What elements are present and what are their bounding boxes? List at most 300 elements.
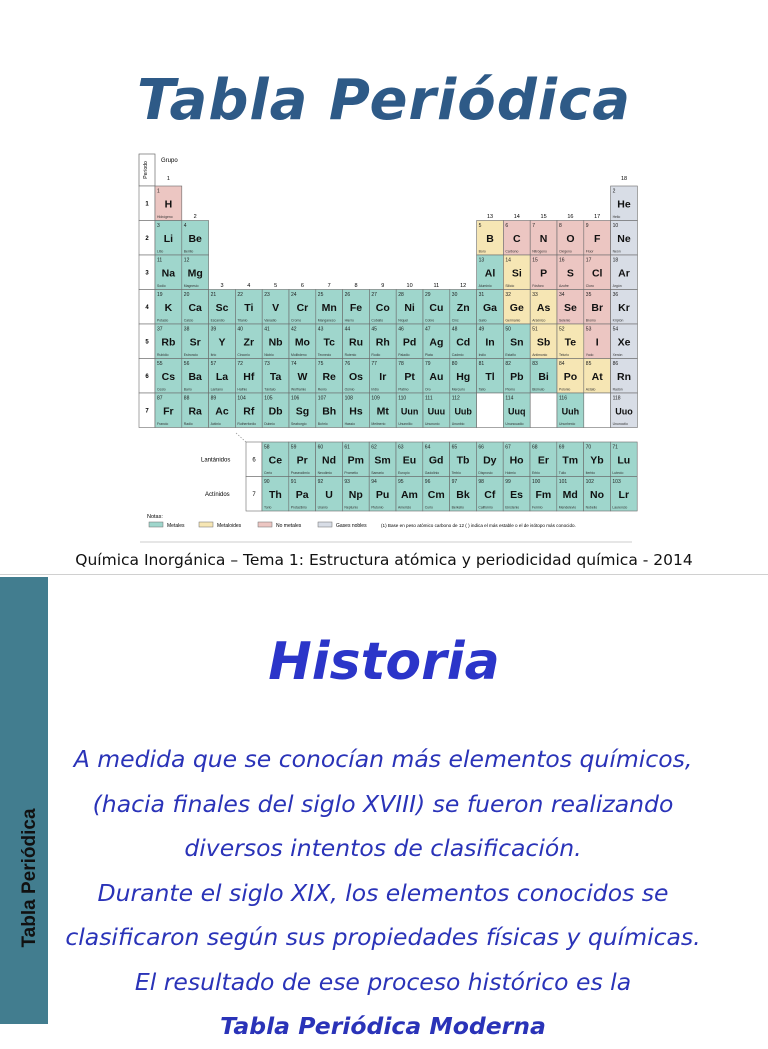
element-name: Sodio — [157, 284, 166, 288]
atomic-number: 71 — [612, 444, 618, 451]
element-name: Cesio — [157, 387, 166, 392]
element-symbol: No — [590, 488, 604, 501]
element-name: Hassio — [344, 422, 355, 426]
atomic-number: 72 — [237, 361, 243, 367]
element-name: Fermio — [532, 505, 543, 510]
group-number: 13 — [486, 214, 494, 220]
element-symbol: Es — [510, 488, 524, 501]
element-name: Praseodimio — [290, 471, 310, 475]
element-name: Oxígeno — [559, 249, 572, 254]
atomic-number: 64 — [424, 444, 431, 451]
element-name: Calcio — [183, 318, 194, 323]
element-symbol: B — [486, 232, 494, 245]
group-number: 15 — [540, 214, 547, 220]
atomic-number: 88 — [183, 395, 190, 402]
element-name: Estaño — [505, 353, 516, 357]
atomic-number: 17 — [585, 257, 592, 264]
atomic-number: 70 — [585, 444, 592, 451]
element-name: Lantano — [210, 387, 223, 392]
element-symbol: Ne — [617, 232, 631, 245]
group-number: 17 — [594, 214, 601, 220]
element-name: Neodimio — [317, 471, 332, 475]
atomic-number: 116 — [559, 395, 567, 402]
element-symbol: Fr — [163, 405, 174, 418]
atomic-number: 19 — [157, 292, 163, 298]
element-name: Berilio — [183, 249, 194, 254]
element-name: Azufre — [559, 284, 569, 288]
element-symbol: Th — [268, 488, 282, 501]
atomic-number: 89 — [210, 395, 217, 402]
element-name: Radón — [612, 387, 623, 392]
element-symbol: Ti — [244, 301, 254, 314]
element-name: Ununhexio — [559, 422, 576, 426]
atomic-number: 28 — [398, 292, 404, 298]
atomic-number: 35 — [585, 292, 592, 298]
element-name: Uranio — [317, 505, 328, 510]
atomic-number: 24 — [291, 292, 297, 298]
element-symbol: N — [539, 232, 548, 245]
atomic-number: 85 — [585, 361, 592, 367]
element-symbol: Pt — [404, 370, 415, 383]
actinides-label: Actínidos — [205, 491, 230, 498]
element-name: Europio — [398, 471, 410, 475]
element-name: Tecnecio — [317, 353, 332, 357]
atomic-number: 43 — [317, 326, 324, 333]
element-symbol: Pm — [347, 454, 364, 467]
atomic-number: 74 — [291, 361, 297, 367]
element-symbol: Cl — [591, 267, 603, 280]
atomic-number: 14 — [505, 257, 511, 264]
element-symbol: Nb — [268, 336, 283, 349]
element-symbol: U — [325, 488, 333, 501]
element-symbol: Uub — [454, 406, 472, 417]
paragraph-line: Durante el siglo XIX, los elementos conocidos se — [97, 878, 669, 907]
element-name: Ununcuadio — [505, 422, 524, 426]
element-symbol: Sr — [189, 336, 201, 349]
element-symbol: Rn — [617, 370, 631, 383]
element-symbol: Mn — [321, 301, 337, 314]
group-number: 9 — [381, 283, 385, 289]
period-number: 5 — [145, 339, 149, 346]
lanthanides-label: Lantánidos — [201, 457, 231, 464]
element-symbol: Pb — [510, 370, 524, 383]
group-number: 18 — [620, 176, 628, 182]
element-name: Unununio — [425, 422, 440, 426]
element-symbol: I — [595, 336, 599, 349]
element-symbol: O — [566, 232, 575, 245]
legend-swatch — [149, 522, 163, 527]
element-symbol: Os — [348, 370, 364, 383]
element-name: Protactinio — [290, 505, 307, 510]
group-number: 3 — [220, 283, 224, 289]
element-symbol: Am — [400, 488, 418, 501]
element-name: Boro — [478, 249, 486, 254]
period-number: 7 — [145, 408, 149, 415]
atomic-number: 4 — [183, 223, 187, 229]
element-symbol: La — [215, 370, 229, 383]
element-name: Hafnio — [237, 387, 248, 392]
element-symbol: Cu — [429, 301, 444, 314]
slide-title: Tabla Periódica — [137, 68, 631, 133]
element-name: Circonio — [237, 353, 250, 357]
atomic-number: 39 — [210, 326, 217, 333]
element-symbol: Md — [562, 488, 578, 501]
element-name: Dubnio — [264, 422, 275, 426]
element-name: Rutenio — [344, 353, 357, 357]
atomic-number: 34 — [559, 292, 565, 298]
element-name: Titanio — [237, 318, 248, 323]
section-heading: Historia — [268, 632, 500, 692]
element-name: Indio — [478, 353, 486, 357]
group-number: 5 — [274, 283, 278, 289]
element-name: Terbio — [451, 471, 461, 475]
atomic-number: 5 — [478, 223, 482, 229]
element-symbol: Bi — [538, 370, 549, 383]
atomic-number: 109 — [371, 395, 380, 402]
atomic-number: 41 — [264, 326, 270, 333]
element-symbol: Ho — [509, 454, 524, 467]
slide-divider — [0, 574, 768, 575]
atomic-number: 105 — [264, 395, 273, 402]
element-symbol: Db — [268, 405, 283, 418]
element-symbol: Kr — [618, 301, 630, 314]
element-symbol: Lr — [618, 488, 630, 501]
element-symbol: Se — [563, 301, 577, 314]
atomic-number: 33 — [532, 292, 538, 298]
element-name: Laurencio — [612, 505, 628, 510]
element-name: Oro — [425, 387, 431, 392]
atomic-number: 68 — [532, 444, 538, 451]
element-name: Francio — [157, 422, 169, 426]
element-symbol: Hf — [243, 370, 255, 383]
atomic-number: 67 — [505, 444, 511, 451]
element-name: Molibdeno — [291, 353, 307, 357]
atomic-number: 3 — [157, 223, 160, 229]
group-number: 1 — [166, 176, 170, 182]
period-number: 2 — [145, 235, 149, 242]
element-name: Paladio — [398, 353, 410, 357]
element-name: Niobio — [264, 353, 274, 357]
element-name: Berkelio — [451, 505, 464, 510]
atomic-number: 23 — [264, 292, 270, 298]
atomic-number: 2 — [612, 188, 616, 195]
element-symbol: Ac — [215, 405, 229, 418]
element-name: Kriptón — [612, 318, 624, 323]
element-symbol: Li — [163, 232, 174, 245]
history-paragraph — [48, 737, 718, 1049]
element-name: Rutherfordio — [237, 422, 257, 426]
element-symbol: As — [536, 301, 551, 314]
element-symbol: Be — [188, 232, 202, 245]
atomic-number: 42 — [291, 326, 297, 333]
element-symbol: At — [591, 370, 603, 383]
atomic-number: 97 — [451, 479, 458, 485]
element-name: Hidrógeno — [157, 215, 173, 219]
group-number: 12 — [460, 283, 467, 289]
element-name: Americio — [398, 505, 412, 510]
group-number: 16 — [567, 214, 574, 220]
atomic-number: 12 — [183, 257, 190, 264]
element-symbol: Ru — [349, 336, 363, 349]
grupo-header-label: Grupo — [161, 158, 178, 164]
atomic-number: 102 — [585, 479, 594, 485]
periodo-header-label: Período — [143, 161, 149, 179]
element-symbol: Fe — [349, 301, 363, 314]
element-name: Yodo — [585, 353, 594, 357]
element-name: Talio — [478, 387, 486, 392]
atomic-number: 77 — [371, 361, 377, 367]
element-symbol: Bk — [456, 488, 470, 501]
atomic-number: 62 — [371, 444, 377, 451]
element-name: Renio — [317, 387, 327, 392]
atomic-number: 84 — [559, 361, 565, 367]
period-number: 4 — [145, 304, 149, 311]
group-number: 7 — [327, 283, 331, 289]
atomic-number: 55 — [157, 361, 163, 367]
element-symbol: Ni — [404, 301, 415, 314]
element-name: Itrio — [210, 353, 217, 357]
paragraph-line: A medida que se conocían más elementos químicos, — [73, 745, 693, 773]
element-cell — [584, 393, 611, 428]
atomic-number: 16 — [559, 257, 565, 264]
element-name: Curio — [424, 505, 433, 510]
element-symbol: Hg — [456, 370, 471, 383]
atomic-number: 21 — [210, 292, 217, 298]
atomic-number: 44 — [344, 326, 351, 333]
element-name: Bromo — [585, 318, 596, 323]
element-symbol: Y — [218, 336, 226, 349]
atomic-number: 9 — [585, 223, 589, 229]
atomic-number: 18 — [612, 257, 619, 264]
element-name: Ununbio — [451, 422, 465, 426]
atomic-number: 38 — [183, 326, 190, 333]
legend-label: Metales — [167, 523, 185, 529]
group-number: 11 — [433, 283, 440, 289]
element-symbol: Yb — [590, 454, 604, 467]
atomic-number: 8 — [559, 223, 562, 229]
element-symbol: Uun — [400, 406, 419, 417]
atomic-number: 106 — [291, 395, 300, 402]
element-symbol: Si — [511, 267, 522, 280]
element-symbol: Ca — [188, 301, 202, 314]
element-symbol: Mg — [187, 267, 203, 280]
group-number: 14 — [513, 214, 520, 220]
element-name: Silicio — [505, 284, 515, 288]
element-name: Manganeso — [317, 318, 336, 323]
paragraph-line: (hacia finales del siglo XVIII) se fueron realizando — [92, 789, 674, 818]
element-symbol: In — [485, 336, 495, 349]
element-name: Litio — [157, 249, 164, 254]
element-symbol: Br — [591, 301, 604, 314]
element-name: Cobalto — [371, 318, 384, 323]
paragraph-line: diversos intentos de clasificación. — [184, 834, 582, 862]
element-name: Holmio — [505, 471, 516, 475]
element-name: Disprosio — [478, 471, 493, 475]
sidebar-label: Tabla Periódica — [19, 808, 40, 948]
element-name: Plata — [425, 353, 433, 357]
atomic-number: 56 — [183, 361, 190, 367]
element-name: Flúor — [585, 249, 594, 254]
element-name: Prometio — [344, 471, 358, 475]
element-name: Cromo — [291, 318, 302, 323]
element-name: Bismuto — [532, 387, 545, 392]
paragraph-line: El resultado de ese proceso histórico es la — [134, 967, 632, 996]
element-name: Meitnerio — [371, 422, 386, 426]
atomic-number: 92 — [317, 479, 324, 485]
atomic-number: 75 — [317, 361, 324, 367]
element-symbol: Cd — [456, 336, 471, 349]
element-name: Rodio — [371, 353, 381, 357]
element-name: Potasio — [157, 318, 169, 323]
element-symbol: V — [272, 301, 280, 314]
atomic-number: 48 — [451, 326, 458, 333]
element-symbol: Te — [564, 336, 577, 349]
atomic-number: 87 — [157, 395, 163, 402]
element-name: Neón — [612, 249, 621, 254]
element-symbol: Ra — [188, 405, 202, 418]
atomic-number: 93 — [344, 479, 350, 485]
atomic-number: 90 — [264, 479, 270, 485]
element-name: Torio — [264, 505, 272, 510]
atomic-number: 112 — [451, 395, 460, 402]
atomic-number: 108 — [344, 395, 353, 402]
atomic-number: 37 — [157, 326, 163, 333]
atomic-number: 1 — [157, 188, 160, 195]
atomic-number: 58 — [264, 444, 270, 451]
element-symbol: Ce — [268, 454, 283, 467]
element-symbol: Mo — [294, 336, 310, 349]
element-name: Helio — [612, 215, 621, 219]
element-symbol: Sm — [374, 454, 391, 467]
atomic-number: 57 — [210, 361, 217, 367]
legend-swatch — [258, 522, 272, 527]
element-name: Cadmio — [451, 353, 464, 357]
element-name: Plutonio — [371, 505, 384, 510]
element-symbol: Mt — [376, 405, 389, 418]
element-symbol: He — [617, 198, 631, 211]
atomic-number: 15 — [532, 257, 538, 264]
legend-swatch — [318, 522, 332, 527]
atomic-number: 11 — [157, 257, 163, 264]
atomic-number: 96 — [424, 479, 431, 485]
element-symbol: Eu — [402, 454, 417, 467]
atomic-number: 107 — [317, 395, 327, 402]
element-symbol: Tb — [456, 454, 470, 467]
element-name: Wolframio — [291, 387, 307, 392]
atomic-number: 114 — [505, 395, 514, 402]
atomic-number: 20 — [183, 292, 190, 298]
element-symbol: Fm — [535, 488, 552, 501]
element-symbol: W — [297, 370, 308, 383]
element-symbol: Cs — [161, 370, 176, 383]
atomic-number: 69 — [558, 444, 565, 451]
element-name: Bario — [183, 387, 192, 392]
element-name: Plomo — [505, 387, 516, 392]
atomic-number: 32 — [505, 292, 511, 298]
element-name: Escandio — [210, 318, 225, 323]
element-name: Polonio — [559, 387, 571, 392]
element-name: Cinc — [451, 318, 459, 323]
atomic-number: 49 — [478, 326, 485, 333]
element-symbol: Pd — [402, 336, 417, 349]
element-name: Seaborgio — [291, 422, 307, 426]
element-name: Antimonio — [532, 353, 548, 357]
element-name: Mendelevio — [558, 505, 577, 510]
element-symbol: Nd — [322, 454, 336, 467]
atomic-number: 52 — [559, 326, 565, 333]
element-name: Vanadio — [264, 318, 277, 323]
atomic-number: 83 — [532, 361, 538, 367]
element-name: Californio — [478, 505, 493, 510]
element-symbol: Cf — [484, 488, 496, 501]
element-symbol: K — [164, 301, 173, 314]
element-name: Tulio — [558, 471, 567, 475]
atomic-number: 30 — [451, 292, 458, 298]
atomic-number: 6 — [505, 223, 509, 229]
atomic-number: 65 — [451, 444, 458, 451]
element-name: Níquel — [398, 318, 409, 323]
element-name: Germanio — [505, 318, 521, 323]
element-symbol: Uuu — [427, 406, 446, 417]
element-symbol: Uuo — [615, 406, 633, 417]
element-symbol: Al — [484, 267, 496, 280]
element-name: Mercurio — [451, 387, 466, 392]
element-symbol: Lu — [617, 454, 631, 467]
atomic-number: 91 — [290, 479, 297, 485]
element-symbol: Rf — [243, 405, 255, 418]
element-name: Galio — [478, 318, 487, 323]
element-name: Telurio — [559, 353, 569, 357]
atomic-number: 45 — [371, 326, 377, 333]
atomic-number: 110 — [398, 395, 407, 402]
element-symbol: Ag — [429, 336, 444, 349]
element-symbol: Au — [429, 370, 444, 383]
element-symbol: Er — [537, 454, 549, 467]
element-name: Iridio — [371, 387, 379, 392]
element-name: Fósforo — [532, 284, 544, 288]
atomic-number: 60 — [317, 444, 324, 451]
element-name: Tántalo — [264, 387, 276, 392]
element-name: Estroncio — [183, 353, 198, 357]
actinides-period: 7 — [252, 491, 256, 498]
element-name: Platino — [398, 387, 409, 392]
legend-label: No metales — [276, 523, 302, 529]
element-name: Osmio — [344, 387, 355, 392]
element-name: Erbio — [532, 471, 540, 475]
atomic-number: 59 — [290, 444, 297, 451]
table-footnote: (1) Base en peso atómico carbono de 12 ( ) indica el más estable o el de isótopo más conocido. — [381, 523, 576, 528]
element-cell — [477, 393, 504, 428]
element-symbol: Hs — [349, 405, 363, 418]
atomic-number: 86 — [612, 361, 619, 367]
element-symbol: Sg — [295, 405, 310, 418]
element-name: Magnesio — [183, 284, 199, 288]
period-number: 3 — [145, 270, 149, 277]
element-symbol: F — [593, 232, 601, 245]
element-symbol: Zn — [456, 301, 470, 314]
group-number: 2 — [193, 214, 197, 220]
element-symbol: Np — [348, 488, 363, 501]
element-symbol: Sc — [215, 301, 229, 314]
element-symbol: Tm — [562, 454, 579, 467]
atomic-number: 100 — [532, 479, 541, 485]
atomic-number: 40 — [237, 326, 243, 333]
atomic-number: 78 — [398, 361, 404, 367]
element-name: Arsénico — [532, 318, 546, 323]
element-name: Xenón — [612, 353, 623, 357]
atomic-number: 54 — [612, 326, 619, 333]
element-name: Aluminio — [478, 284, 492, 288]
